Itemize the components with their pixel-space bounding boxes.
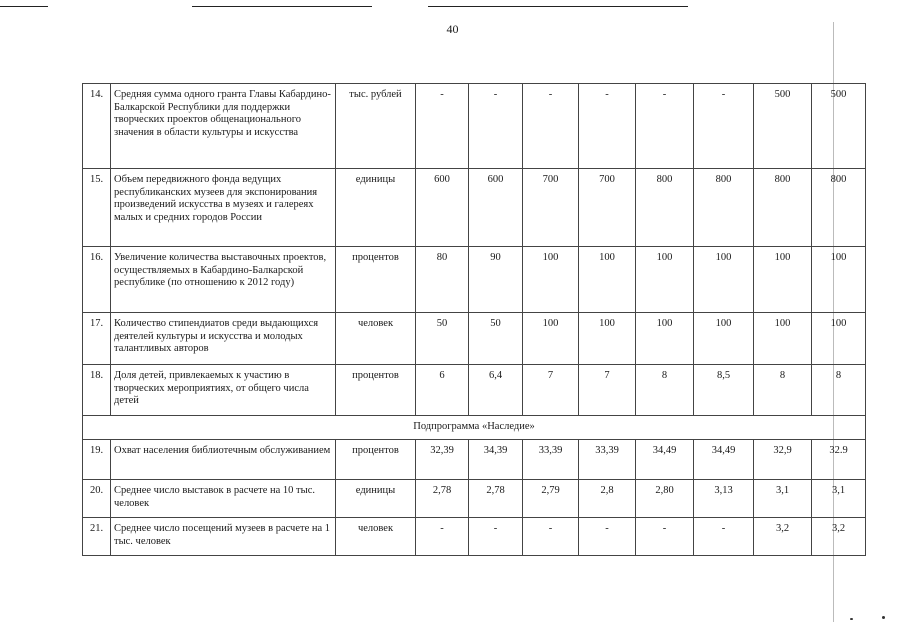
- page-number: 40: [446, 22, 459, 36]
- scan-artifact-line: [0, 6, 48, 7]
- value-cell: 50: [469, 313, 523, 365]
- indicator-name: Количество стипендиатов среди выдающихся деятелей культуры и искусства и молодых талантливых авторов: [111, 313, 336, 365]
- value-cell: 600: [416, 169, 469, 247]
- value-cell: 50: [416, 313, 469, 365]
- value-cell: -: [636, 518, 694, 556]
- value-cell: 700: [579, 169, 636, 247]
- table-body: [83, 84, 866, 556]
- indicator-name: Среднее число посещений музеев в расчете на 1 тыс. человек: [111, 518, 336, 556]
- value-cell: 2,79: [523, 480, 579, 518]
- value-cell: 500: [812, 84, 866, 169]
- value-cell: -: [579, 84, 636, 169]
- row-number: 19.: [83, 440, 111, 480]
- indicator-name: Объем передвижного фонда ведущих республиканских музеев для экспонирования произведений искусства в музеях и галереях малых и средних городов России: [111, 169, 336, 247]
- value-cell: 800: [636, 169, 694, 247]
- value-cell: 34,39: [469, 440, 523, 480]
- value-cell: 100: [812, 247, 866, 313]
- row-number: 17.: [83, 313, 111, 365]
- value-cell: 80: [416, 247, 469, 313]
- row-number: 15.: [83, 169, 111, 247]
- value-cell: 32.9: [812, 440, 866, 480]
- value-cell: -: [579, 518, 636, 556]
- indicator-name: Охват населения библиотечным обслуживанием: [111, 440, 336, 480]
- value-cell: 90: [469, 247, 523, 313]
- value-cell: 3,2: [754, 518, 812, 556]
- value-cell: 100: [754, 247, 812, 313]
- table-row: [83, 440, 866, 480]
- value-cell: 100: [636, 313, 694, 365]
- indicators-table: [82, 83, 866, 556]
- value-cell: 100: [579, 247, 636, 313]
- value-cell: 7: [523, 365, 579, 416]
- value-cell: 33,39: [523, 440, 579, 480]
- value-cell: 100: [694, 247, 754, 313]
- value-cell: 2,78: [416, 480, 469, 518]
- value-cell: 100: [579, 313, 636, 365]
- row-number: 16.: [83, 247, 111, 313]
- value-cell: 34,49: [694, 440, 754, 480]
- value-cell: 32,39: [416, 440, 469, 480]
- unit-cell: единицы: [336, 169, 416, 247]
- value-cell: -: [694, 518, 754, 556]
- value-cell: 33,39: [579, 440, 636, 480]
- value-cell: 8: [636, 365, 694, 416]
- value-cell: 3,1: [754, 480, 812, 518]
- row-number: 20.: [83, 480, 111, 518]
- unit-cell: человек: [336, 518, 416, 556]
- value-cell: -: [523, 84, 579, 169]
- unit-cell: человек: [336, 313, 416, 365]
- table-row: [83, 169, 866, 247]
- value-cell: 100: [812, 313, 866, 365]
- value-cell: 8: [812, 365, 866, 416]
- indicator-name: Доля детей, привлекаемых к участию в творческих мероприятиях, от общего числа детей: [111, 365, 336, 416]
- row-number: 14.: [83, 84, 111, 169]
- value-cell: 2,78: [469, 480, 523, 518]
- table-row: [83, 518, 866, 556]
- value-cell: 6: [416, 365, 469, 416]
- value-cell: -: [416, 84, 469, 169]
- table-row: [83, 313, 866, 365]
- value-cell: 34,49: [636, 440, 694, 480]
- value-cell: 3,13: [694, 480, 754, 518]
- indicator-name: Среднее число выставок в расчете на 10 тыс. человек: [111, 480, 336, 518]
- value-cell: 800: [812, 169, 866, 247]
- scan-speck: [850, 618, 853, 620]
- unit-cell: тыс. рублей: [336, 84, 416, 169]
- value-cell: 7: [579, 365, 636, 416]
- value-cell: 6,4: [469, 365, 523, 416]
- value-cell: 600: [469, 169, 523, 247]
- table-row: [83, 247, 866, 313]
- value-cell: 3,1: [812, 480, 866, 518]
- unit-cell: единицы: [336, 480, 416, 518]
- value-cell: -: [416, 518, 469, 556]
- value-cell: -: [636, 84, 694, 169]
- unit-cell: процентов: [336, 247, 416, 313]
- row-number: 21.: [83, 518, 111, 556]
- value-cell: 100: [694, 313, 754, 365]
- value-cell: -: [469, 518, 523, 556]
- indicator-name: Увеличение количества выставочных проектов, осуществляемых в Кабардино-Балкарской республике (по отношению к 2012 году): [111, 247, 336, 313]
- table-row: [83, 365, 866, 416]
- value-cell: 2,80: [636, 480, 694, 518]
- value-cell: 8: [754, 365, 812, 416]
- value-cell: 500: [754, 84, 812, 169]
- value-cell: 3,2: [812, 518, 866, 556]
- indicator-name: Средняя сумма одного гранта Главы Кабардино-Балкарской Республики для поддержки творческих проектов общенационального значения в области культуры и искусства: [111, 84, 336, 169]
- scan-speck: [882, 616, 885, 619]
- table-row: [83, 480, 866, 518]
- value-cell: 100: [523, 313, 579, 365]
- unit-cell: процентов: [336, 440, 416, 480]
- value-cell: 8,5: [694, 365, 754, 416]
- table-row: [83, 84, 866, 169]
- value-cell: -: [523, 518, 579, 556]
- value-cell: 32,9: [754, 440, 812, 480]
- scan-artifact-line: [192, 6, 372, 7]
- value-cell: 2,8: [579, 480, 636, 518]
- row-number: 18.: [83, 365, 111, 416]
- subprogram-header-row: [83, 416, 866, 440]
- value-cell: 700: [523, 169, 579, 247]
- unit-cell: процентов: [336, 365, 416, 416]
- value-cell: 100: [636, 247, 694, 313]
- value-cell: -: [694, 84, 754, 169]
- value-cell: 800: [754, 169, 812, 247]
- value-cell: 100: [523, 247, 579, 313]
- value-cell: 100: [754, 313, 812, 365]
- scan-artifact-line: [428, 6, 688, 7]
- value-cell: 800: [694, 169, 754, 247]
- subprogram-title: Подпрограмма «Наследие»: [83, 416, 866, 440]
- value-cell: -: [469, 84, 523, 169]
